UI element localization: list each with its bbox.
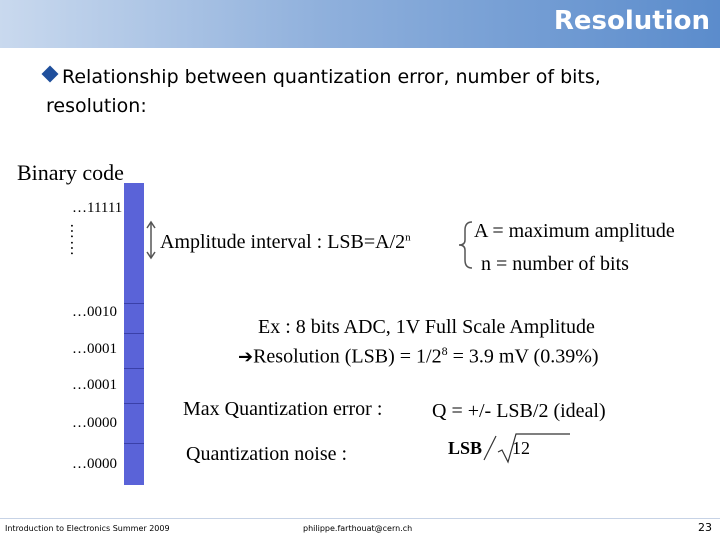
footer-divider xyxy=(0,518,720,519)
code-label-0001-a: …0001 xyxy=(72,341,117,357)
slide-title: Resolution xyxy=(553,6,710,36)
a-definition: A = maximum amplitude xyxy=(474,220,675,242)
amplitude-interval-text: Amplitude interval : LSB=A/2 xyxy=(160,231,406,253)
page-number: 23 xyxy=(698,521,712,534)
bullet-line-2: resolution: xyxy=(46,95,147,117)
max-quantization-error-value: Q = +/- LSB/2 (ideal) xyxy=(432,400,606,422)
level-divider xyxy=(124,443,144,444)
vertical-ellipsis: …… xyxy=(67,223,84,257)
footer-course: Introduction to Electronics Summer 2009 xyxy=(5,524,170,533)
resolution-prefix: Resolution (LSB) = 1/2 xyxy=(253,345,442,368)
bullet-line-1: Relationship between quantization error, number of bits, xyxy=(62,66,601,88)
code-label-0001-b: …0001 xyxy=(72,377,117,393)
amplitude-interval-formula xyxy=(160,231,411,254)
noise-radicand: 12 xyxy=(512,438,530,458)
resolution-suffix: = 3.9 mV (0.39%) xyxy=(447,345,599,368)
level-divider xyxy=(124,368,144,369)
double-arrow-icon xyxy=(146,220,156,260)
code-label-0000-a: …0000 xyxy=(72,415,117,431)
level-divider xyxy=(124,333,144,334)
quantization-noise-label: Quantization noise : xyxy=(186,443,348,465)
slide-header xyxy=(0,0,720,48)
brace-icon xyxy=(456,220,476,270)
code-label-11111: …11111 xyxy=(72,200,123,216)
bullet-text xyxy=(46,63,662,121)
level-divider xyxy=(124,303,144,304)
binary-code-heading: Binary code xyxy=(17,160,124,185)
n-definition: n = number of bits xyxy=(481,253,629,275)
example-line-1: Ex : 8 bits ADC, 1V Full Scale Amplitude xyxy=(258,316,595,338)
exponent-8: 8 xyxy=(441,344,448,358)
code-label-0000-b: …0000 xyxy=(72,456,117,472)
noise-numerator: LSB xyxy=(448,438,483,458)
level-divider xyxy=(124,403,144,404)
quantization-level-column xyxy=(124,183,144,485)
code-label-0010: …0010 xyxy=(72,304,117,320)
footer-email: philippe.farthouat@cern.ch xyxy=(303,524,413,533)
example-line-2 xyxy=(238,344,599,369)
max-quantization-error-label: Max Quantization error : xyxy=(183,398,383,420)
right-arrow-icon: ➔ xyxy=(238,346,254,368)
bullet-diamond-icon xyxy=(42,66,59,83)
exponent-n: n xyxy=(405,231,411,244)
